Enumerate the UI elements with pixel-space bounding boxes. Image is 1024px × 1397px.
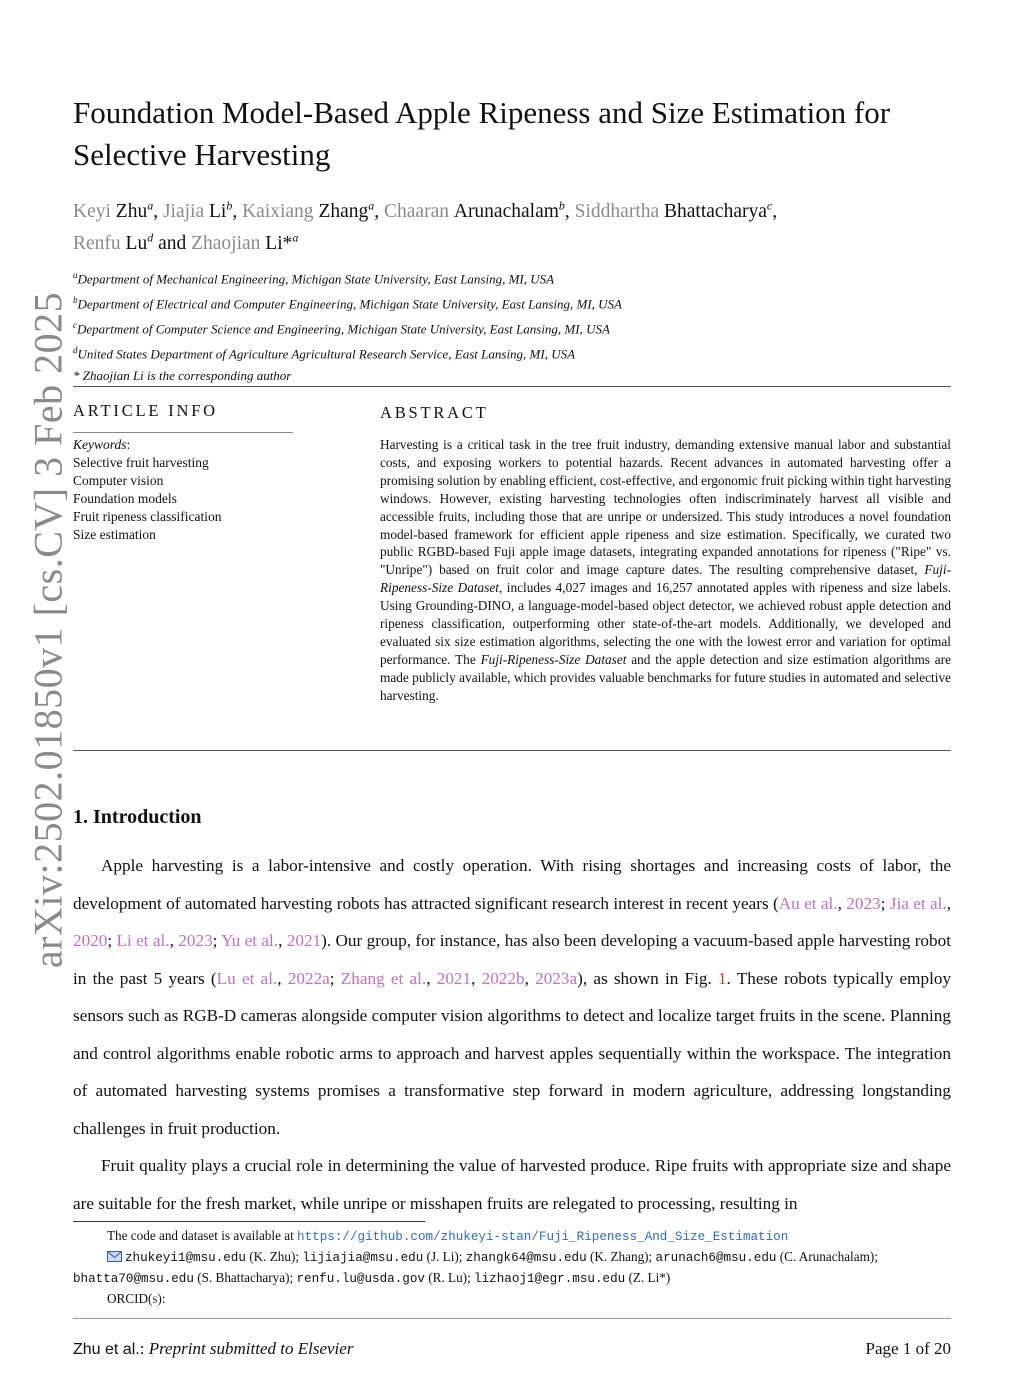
citation-link[interactable]: Lu et al. xyxy=(216,968,278,988)
footnote-divider xyxy=(73,1221,425,1222)
citation-year-link[interactable]: 2021 xyxy=(286,931,322,950)
footnote-orcid: ORCID(s): xyxy=(107,1291,166,1306)
citation-year-link[interactable]: 2023a xyxy=(535,968,578,988)
citation-link[interactable]: Au et al. xyxy=(778,893,838,913)
paper-title: Foundation Model-Based Apple Ripeness and Size Estimation for Selective Harvesting xyxy=(73,95,891,172)
keywords-label-line: Keywords: xyxy=(73,437,131,452)
page-number: Page 1 of 20 xyxy=(865,1339,951,1358)
footnote-emails: zhukeyi1@msu.edu (K. Zhu); lijiajia@msu.edu (J. Li); zhangk64@msu.edu (K. Zhang); arunach6@msu.edu (C. Arunachalam); xyxy=(73,1247,951,1268)
author: Siddhartha Bhattacharya$^c$, xyxy=(574,198,778,222)
page-footer xyxy=(73,1339,951,1359)
article-info-heading: ARTICLE INFO xyxy=(73,401,218,420)
affiliations xyxy=(73,265,953,386)
keyword: Computer vision xyxy=(73,473,164,488)
citation-year-link[interactable]: 2022a xyxy=(287,968,330,988)
preprint-note: Preprint submitted to Elsevier xyxy=(148,1339,354,1358)
dataset-name: Fuji-Ripeness-Size Dataset xyxy=(480,651,627,667)
author: Zhaojian Li*$^a$ xyxy=(191,230,299,254)
article-info-underline xyxy=(73,432,293,433)
author: Jiajia Li$^b$, xyxy=(162,198,243,222)
citation-link[interactable]: Yu et al. xyxy=(221,931,279,950)
running-author: Zhu et al. xyxy=(73,1341,140,1358)
author: Keyi Zhu$^a$, xyxy=(73,198,163,222)
affiliation: $^c$Department of Computer Science and Engineering, Michigan State University, East Lansing, MI, USA xyxy=(73,319,610,337)
citation-year-link[interactable]: 2021 xyxy=(436,968,472,988)
footer-divider xyxy=(73,1318,951,1319)
email-link[interactable]: arunach6@msu.edu xyxy=(655,1251,777,1265)
citation-year-link[interactable]: 2023 xyxy=(846,893,881,913)
email-link[interactable]: zhukeyi1@msu.edu xyxy=(125,1251,246,1265)
author: Chaaran Arunachalam$^b$, xyxy=(384,198,575,222)
author: Kaixiang Zhang$^a$, xyxy=(242,198,385,222)
citation-year-link[interactable]: 2020 xyxy=(73,931,108,950)
abstract-text: Harvesting is a critical task in the tree fruit industry, demanding extensive manual labor and substantial costs, and exposing workers to potential hazards. Recent advances in automated harvesting offer a promising solution by enabling efficient, cost-effective, and ergonomic fruit picking within tight harvesting windows. However, existing harvesting technologies often indiscriminately harvest all visible and accessible fruits, including those that are unripe or undersized. This study introduces a novel foundation model-based framework for efficient apple ripeness and size estimation. Specifically, we curated two public RGBD-based Fuji apple image datasets, integrating expanded annotations for ripeness ("Ripe" vs. "Unripe") based on fruit color and image capture dates. The resulting comprehensive dataset, Fuji-Ripeness-Size Dataset, includes 4,027 images and 16,257 annotated apples with ripeness and size labels. Using Grounding-DINO, a language-model-based object detector, we achieved robust apple detection and ripeness classification, outperforming other state-of-the-art models. Additionally, we developed and evaluated six size estimation algorithms, selecting the one with the lowest error and variation for optimal performance. The Fuji-Ripeness-Size Dataset and the apple detection and size estimation algorithms are made publicly available, which provides valuable benchmarks for future studies in automated and selective harvesting. xyxy=(380,437,952,703)
keyword: Foundation models xyxy=(73,491,177,506)
arxiv-identifier-stamp: arXiv:2502.01850v1 [cs.CV] 3 Feb 2025 xyxy=(25,291,71,969)
keyword: Selective fruit harvesting xyxy=(73,455,209,470)
affiliation: $^a$Department of Mechanical Engineering, Michigan State University, East Lansing, MI, USA xyxy=(73,270,555,287)
corresponding-author-note: * Zhaojian Li is the corresponding author xyxy=(73,367,292,383)
keyword: Fruit ripeness classification xyxy=(73,509,222,524)
email-link[interactable]: lizhaoj1@egr.msu.edu xyxy=(474,1272,626,1286)
email-link[interactable]: zhangk64@msu.edu xyxy=(465,1251,587,1265)
citation-link[interactable]: Li et al. xyxy=(116,931,170,950)
envelope-icon xyxy=(107,1251,122,1262)
author-list xyxy=(73,192,953,257)
dataset-name: Fuji-Ripeness-Size Dataset xyxy=(380,562,951,596)
affiliation: $^b$Department of Electrical and Computer Engineering, Michigan State University, East Lansing, MI, USA xyxy=(73,294,622,312)
affiliation: $^d$United States Department of Agriculture Agricultural Research Service, East Lansing, MI, USA xyxy=(73,344,576,362)
footnotes xyxy=(73,1226,951,1308)
citation-year-link[interactable]: 2023 xyxy=(178,931,213,950)
footnote-emails-continued: bhatta70@msu.edu (S. Bhattacharya); renfu.lu@usda.gov (R. Lu); lizhaoj1@egr.msu.edu (Z. Li*) xyxy=(73,1270,671,1286)
divider-bottom xyxy=(73,750,951,751)
keywords-label: Keywords xyxy=(73,437,127,452)
section-heading-introduction: 1. Introduction xyxy=(73,806,202,828)
email-link[interactable]: renfu.lu@usda.gov xyxy=(296,1272,425,1286)
intro-paragraph-2: Fruit quality plays a crucial role in determining the value of harvested produce. Ripe fruits with appropriate size and shape are suitable for the fresh market, while unripe or misshapen fruits are relegated to processing, resulting in xyxy=(73,1156,951,1213)
abstract-heading: ABSTRACT xyxy=(380,403,489,422)
keyword: Size estimation xyxy=(73,527,156,542)
citation-year-link[interactable]: 2022b xyxy=(481,968,525,988)
running-footer: Zhu et al.: Preprint submitted to Elsevier xyxy=(73,1339,354,1358)
figure-reference-link[interactable]: 1 xyxy=(717,968,727,988)
footnote-code-availability: The code and dataset is available at https://github.com/zhukeyi-stan/Fuji_Ripeness_And_Size_Estimation xyxy=(107,1228,789,1244)
code-repository-link[interactable]: https://github.com/zhukeyi-stan/Fuji_Ripeness_And_Size_Estimation xyxy=(297,1230,789,1244)
email-link[interactable]: bhatta70@msu.edu xyxy=(73,1272,194,1286)
divider-top xyxy=(73,386,951,387)
intro-paragraph-1: Apple harvesting is a labor-intensive and costly operation. With rising shortages and increasing costs of labor, the development of automated harvesting robots has attracted significant research interest in recent years (Au et al., 2023; Jia et al., 2020; Li et al., 2023; Yu et al., 2021). Our group, for instance, has also been developing a vacuum-based apple harvesting robot in the past 5 years (Lu et al., 2022a; Zhang et al., 2021, 2022b, 2023a), as shown in Fig. 1. These robots typically employ sensors such as RGB-D cameras alongside computer vision algorithms to detect and localize target fruits in the scene. Planning and control algorithms enable robotic arms to approach and harvest apples sequentially within the workspace. The integration of automated harvesting systems promises a transformative step forward in modern agriculture, addressing longstanding challenges in fruit production. xyxy=(73,856,952,1138)
citation-link[interactable]: Jia et al. xyxy=(889,893,947,913)
email-link[interactable]: lijiajia@msu.edu xyxy=(302,1251,424,1265)
author: Renfu Lu$^d$ and xyxy=(73,230,192,254)
citation-link[interactable]: Zhang et al. xyxy=(340,968,427,988)
keywords-block xyxy=(73,436,333,544)
